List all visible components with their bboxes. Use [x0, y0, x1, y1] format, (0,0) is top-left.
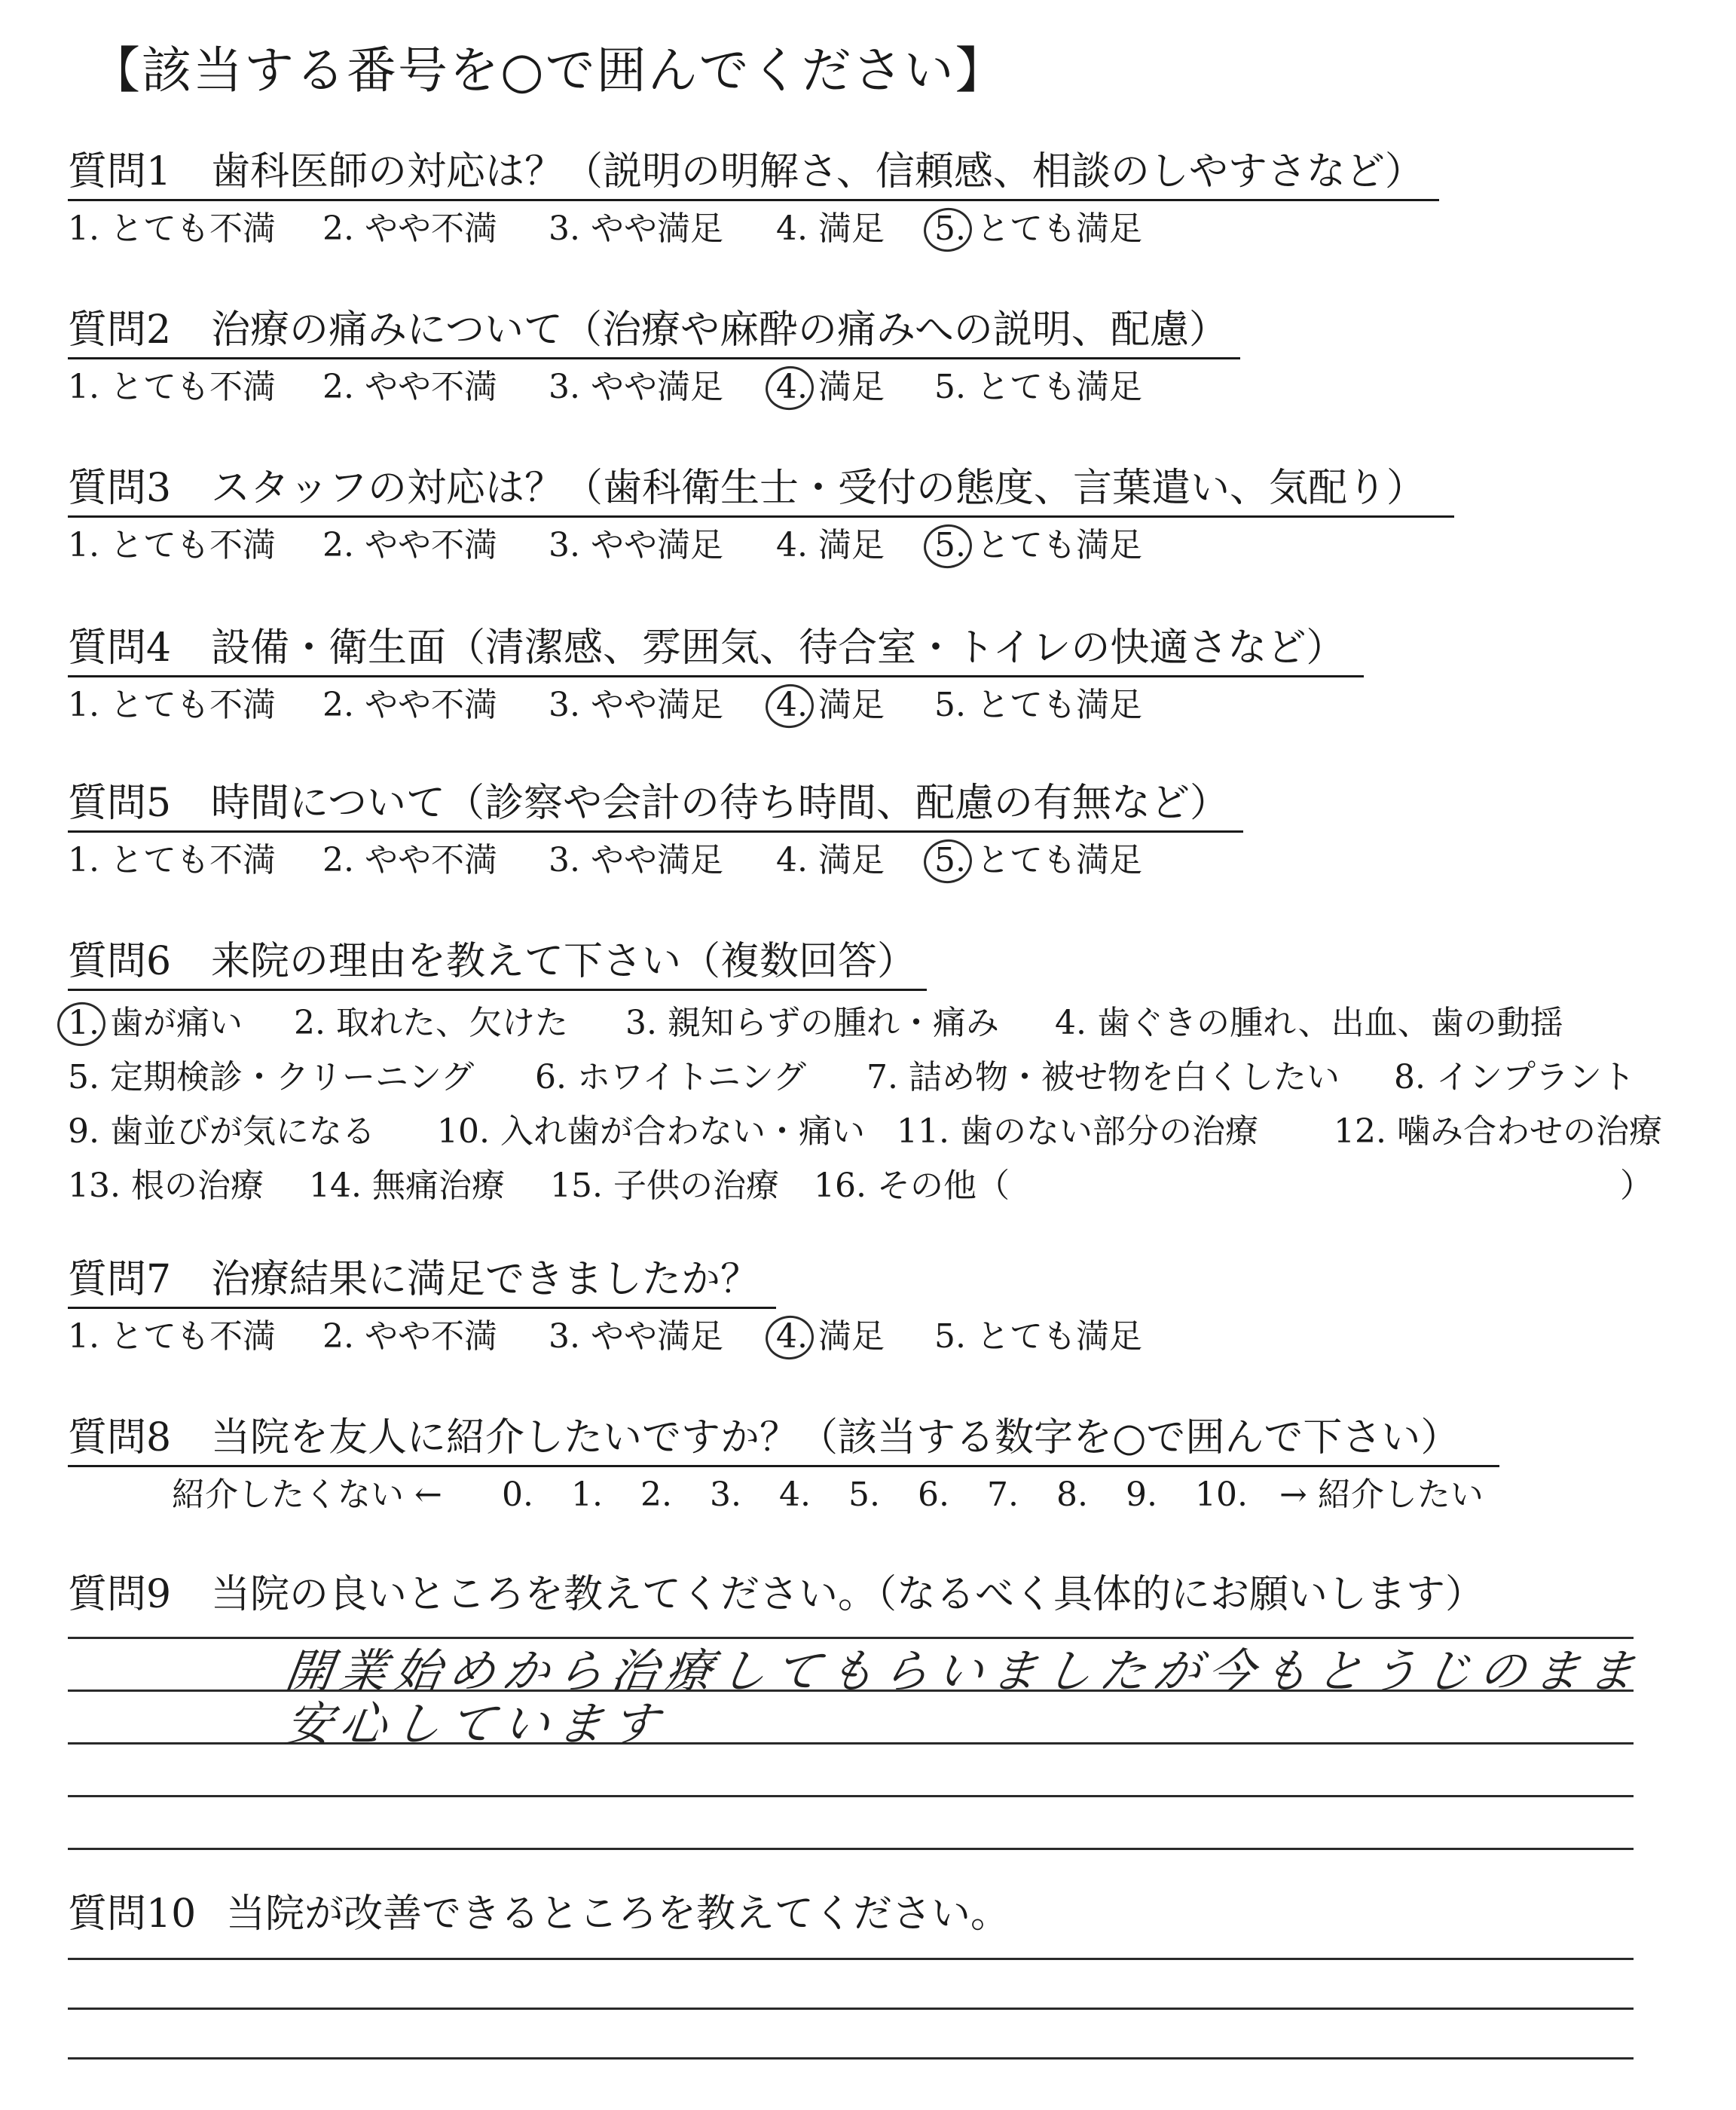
q6-option-8[interactable]: 8. インプラント [1394, 1058, 1635, 1096]
question-5-number: 質問5 [68, 781, 172, 826]
question-4-text: 設備・衛生面（清潔感、雰囲気、待合室・トイレの快適さなど） [211, 625, 1346, 671]
q4-option-1[interactable]: 1. とても不満 [68, 686, 276, 724]
question-5-heading [68, 779, 1229, 827]
q8-score-2[interactable]: 2. [640, 1475, 672, 1514]
question-9-number: 質問9 [68, 1572, 172, 1617]
question-9-text: 当院の良いところを教えてください。（なるべく具体的にお願いします） [211, 1572, 1485, 1617]
q6-option-14[interactable]: 14. 無痛治療 [309, 1167, 505, 1205]
question-6-heading [68, 937, 916, 986]
q8-score-8[interactable]: 8. [1056, 1475, 1088, 1514]
question-1-underline [68, 199, 1439, 201]
question-4-underline [68, 675, 1364, 677]
q2-option-2[interactable]: 2. やや不満 [322, 368, 497, 406]
q4-option-4[interactable]: 4. 満足 [776, 684, 885, 726]
question-7-heading [68, 1255, 760, 1304]
question-6-text: 来院の理由を教えて下さい（複数回答） [211, 939, 917, 984]
question-3-underline [68, 515, 1454, 518]
q10-answer-line-3[interactable] [68, 2057, 1634, 2060]
question-6-options [68, 1002, 1688, 1228]
q10-answer-line-2[interactable] [68, 2008, 1634, 2010]
q10-answer-line-1[interactable] [68, 1958, 1634, 1960]
q8-score-10[interactable]: 10. [1195, 1475, 1248, 1514]
question-7-text: 治療結果に満足できましたか？ [211, 1257, 760, 1302]
question-3-number: 質問3 [68, 466, 172, 511]
q7-option-1[interactable]: 1. とても不満 [68, 1317, 276, 1356]
q6-option-6[interactable]: 6. ホワイトニング [535, 1058, 807, 1096]
q6-option-1[interactable]: 1. 歯が痛い [68, 1002, 243, 1044]
q6-option-10[interactable]: 10. 入れ歯が合わない・痛い [437, 1112, 865, 1151]
q8-score-9[interactable]: 9. [1126, 1475, 1157, 1514]
q7-option-5[interactable]: 5. とても満足 [934, 1317, 1142, 1356]
page-title: 【該当する番号を○で囲んでください】 [90, 41, 1007, 99]
q3-option-3[interactable]: 3. やや満足 [549, 526, 723, 564]
q1-option-5[interactable]: 5. とても満足 [934, 208, 1142, 250]
q9-answer-line-4 [68, 1795, 1634, 1797]
q1-option-2[interactable]: 2. やや不満 [322, 209, 497, 248]
question-8-underline [68, 1465, 1499, 1467]
q8-score-1[interactable]: 1. [571, 1475, 603, 1514]
q6-option-7[interactable]: 7. 詰め物・被せ物を白くしたい [866, 1058, 1340, 1096]
q8-score-6[interactable]: 6. [918, 1475, 949, 1514]
q5-option-3[interactable]: 3. やや満足 [549, 841, 723, 879]
q2-option-5[interactable]: 5. とても満足 [934, 368, 1142, 406]
q9-answer-line-5 [68, 1848, 1634, 1850]
q4-option-2[interactable]: 2. やや不満 [322, 686, 497, 724]
question-7-number: 質問7 [68, 1257, 172, 1302]
q6-option-9[interactable]: 9. 歯並びが気になる [68, 1112, 375, 1151]
question-6-number: 質問6 [68, 939, 172, 984]
question-7-underline [68, 1307, 776, 1309]
q6-other-close-paren: ） [1620, 1167, 1653, 1205]
question-2-text: 治療の痛みについて（治療や麻酔の痛みへの説明、配慮） [211, 307, 1228, 353]
question-1-number: 質問1 [68, 149, 172, 194]
q1-option-4[interactable]: 4. 満足 [776, 209, 885, 248]
q6-option-12[interactable]: 12. 噛み合わせの治療 [1334, 1112, 1662, 1151]
q6-option-11[interactable]: 11. 歯のない部分の治療 [897, 1112, 1258, 1151]
question-6-underline [68, 989, 927, 991]
question-2-underline [68, 357, 1240, 359]
question-1-heading [68, 148, 1424, 196]
q5-option-1[interactable]: 1. とても不満 [68, 841, 276, 879]
q2-option-4[interactable]: 4. 満足 [776, 366, 885, 408]
q6-option-2[interactable]: 2. 取れた、欠けた [294, 1004, 568, 1042]
q8-score-7[interactable]: 7. [987, 1475, 1019, 1514]
question-1-text: 歯科医師の対応は？（説明の明解さ、信頼感、相談のしやすさなど） [211, 149, 1424, 194]
question-4-heading [68, 624, 1345, 672]
q4-option-3[interactable]: 3. やや満足 [549, 686, 723, 724]
q7-option-4[interactable]: 4. 満足 [776, 1316, 885, 1358]
q8-right-label: → 紹介したい [1279, 1475, 1484, 1514]
question-8-text: 当院を友人に紹介したいですか？（該当する数字を○で囲んで下さい） [211, 1415, 1460, 1460]
q3-option-1[interactable]: 1. とても不満 [68, 526, 276, 564]
q4-option-5[interactable]: 5. とても満足 [934, 686, 1142, 724]
question-5-text: 時間について（診察や会計の待ち時間、配慮の有無など） [211, 781, 1229, 826]
question-4-number: 質問4 [68, 625, 172, 671]
question-3-heading [68, 464, 1426, 512]
question-9-heading [68, 1570, 1484, 1619]
question-2-heading [68, 306, 1228, 354]
q5-option-2[interactable]: 2. やや不満 [322, 841, 497, 879]
q6-option-4[interactable]: 4. 歯ぐきの腫れ、出血、歯の動揺 [1055, 1004, 1563, 1042]
q3-option-5[interactable]: 5. とても満足 [934, 524, 1142, 567]
q7-option-2[interactable]: 2. やや不満 [322, 1317, 497, 1356]
question-2-number: 質問2 [68, 307, 172, 353]
q8-score-0[interactable]: 0. [502, 1475, 533, 1514]
q3-option-2[interactable]: 2. やや不満 [322, 526, 497, 564]
q1-option-3[interactable]: 3. やや満足 [549, 209, 723, 248]
q5-option-5[interactable]: 5. とても満足 [934, 839, 1142, 882]
question-3-text: スタッフの対応は？（歯科衛生士・受付の態度、言葉遣い、気配り） [211, 466, 1426, 511]
q5-option-4[interactable]: 4. 満足 [776, 841, 885, 879]
q8-score-4[interactable]: 4. [779, 1475, 811, 1514]
q7-option-3[interactable]: 3. やや満足 [549, 1317, 723, 1356]
q9-handwritten-answer-line-1[interactable]: 開業始めから治療してもらいましたが今もとうじのまま [282, 1644, 1646, 1699]
question-8-number: 質問8 [68, 1415, 172, 1460]
q6-option-16[interactable]: 16. その他（ [814, 1167, 1010, 1205]
q6-option-3[interactable]: 3. 親知らずの腫れ・痛み [625, 1004, 999, 1042]
q6-option-15[interactable]: 15. 子供の治療 [550, 1167, 779, 1205]
question-10-text: 当院が改善できるところを教えてください。 [226, 1891, 1010, 1937]
question-5-underline [68, 830, 1243, 833]
q8-score-3[interactable]: 3. [710, 1475, 741, 1514]
q3-option-4[interactable]: 4. 満足 [776, 526, 885, 564]
q6-option-5[interactable]: 5. 定期検診・クリーニング [68, 1058, 475, 1096]
q9-handwritten-answer-line-2[interactable]: 安心しています [282, 1696, 670, 1751]
question-10-heading [68, 1890, 1010, 1938]
q2-option-1[interactable]: 1. とても不満 [68, 368, 276, 406]
question-8-heading [68, 1414, 1459, 1462]
question-10-number: 質問10 [68, 1891, 197, 1937]
question-8-scale [172, 1474, 1603, 1519]
q8-score-5[interactable]: 5. [848, 1475, 880, 1514]
q8-left-label: 紹介したくない ← [172, 1475, 442, 1514]
q6-option-13[interactable]: 13. 根の治療 [68, 1167, 264, 1205]
q2-option-3[interactable]: 3. やや満足 [549, 368, 723, 406]
q1-option-1[interactable]: 1. とても不満 [68, 209, 276, 248]
